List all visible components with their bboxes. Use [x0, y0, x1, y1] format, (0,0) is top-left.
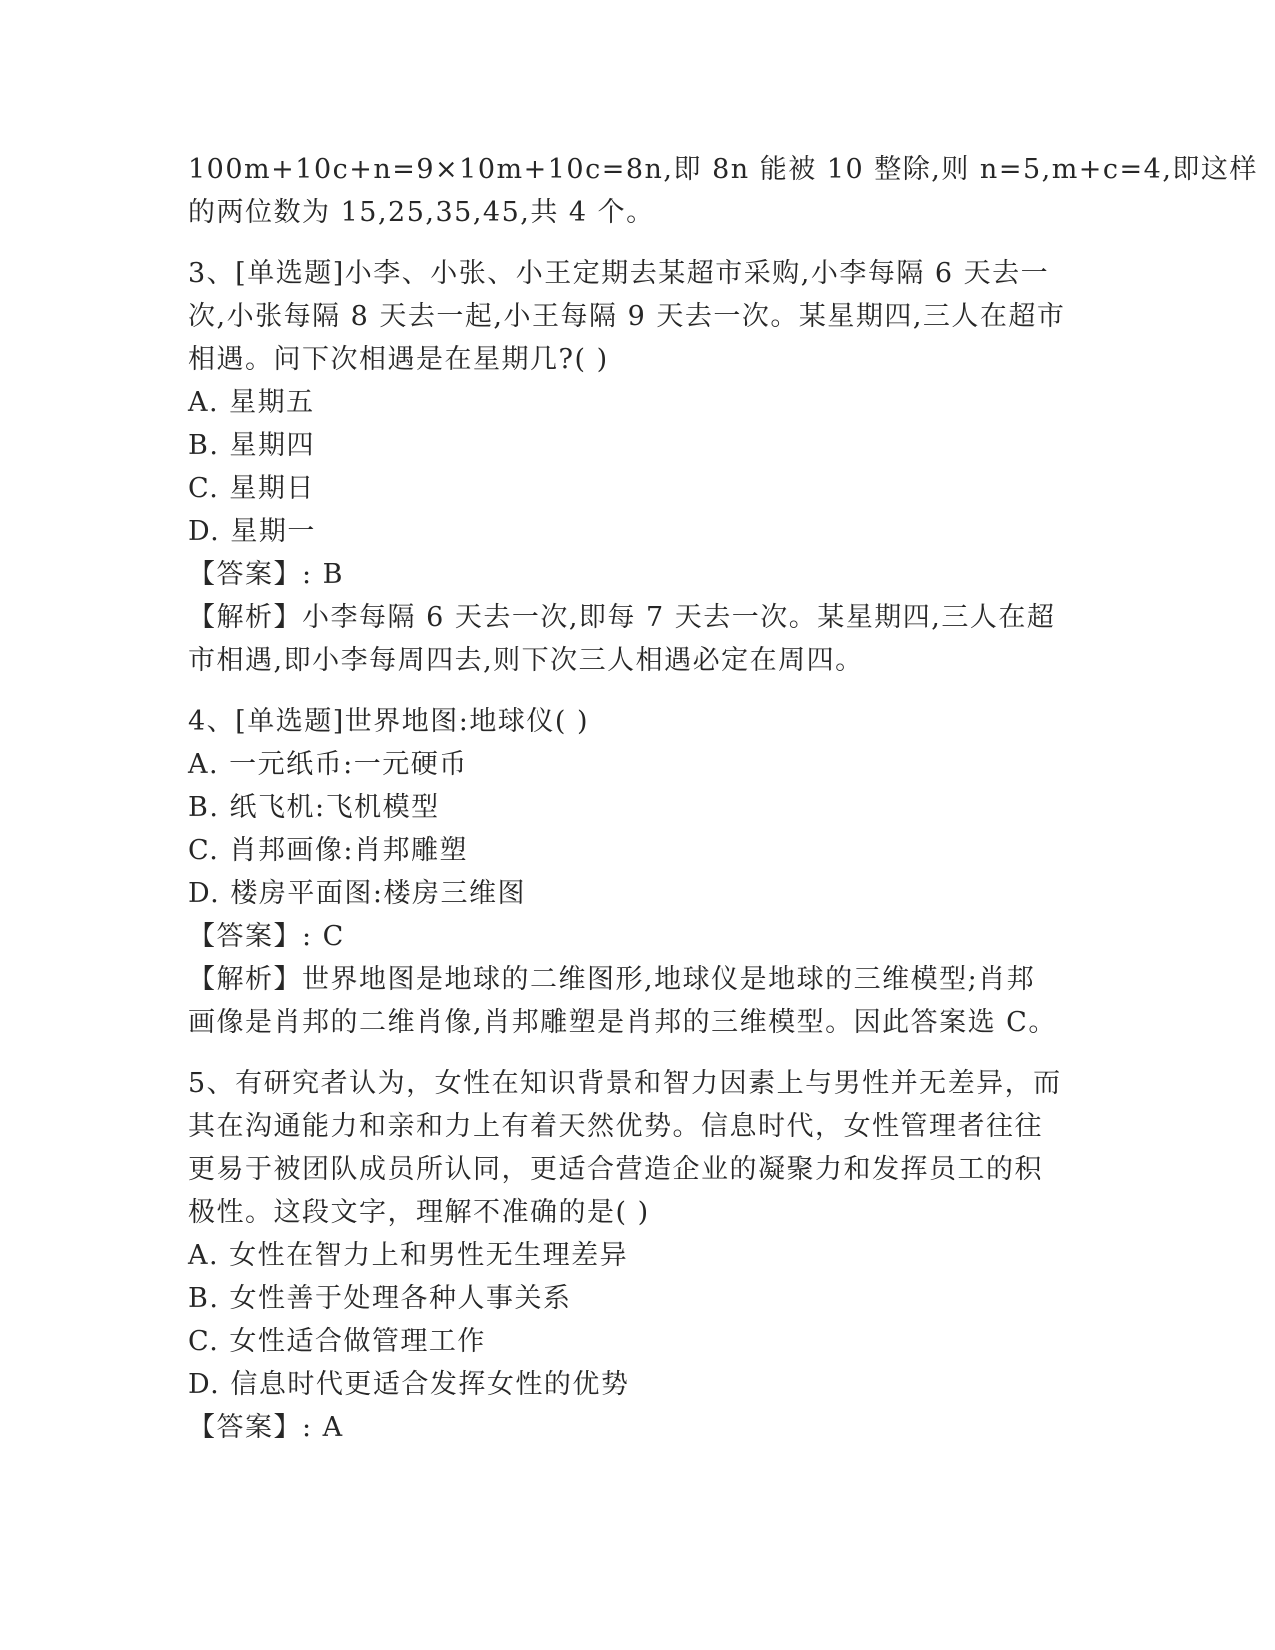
- answer-line: 【答案】: B: [188, 559, 345, 590]
- option-a: A. 女性在智力上和男性无生理差异: [188, 1240, 629, 1271]
- option-b: B. 纸飞机:飞机模型: [188, 792, 440, 823]
- intro-line: 的两位数为 15,25,35,45,共 4 个。: [188, 197, 655, 228]
- option-d: D. 信息时代更适合发挥女性的优势: [188, 1369, 630, 1400]
- question-stem-line: 其在沟通能力和亲和力上有着天然优势。信息时代，女性管理者往往: [188, 1111, 1043, 1142]
- question-stem-line: 更易于被团队成员所认同，更适合营造企业的凝聚力和发挥员工的积: [188, 1154, 1043, 1185]
- option-a: A. 一元纸币:一元硬币: [188, 749, 468, 780]
- question-stem-line: 极性。这段文字，理解不准确的是( ): [188, 1197, 650, 1228]
- question-stem-line: 3、[单选题]小李、小张、小王定期去某超市采购,小李每隔 6 天去一: [188, 258, 1050, 289]
- option-c: C. 肖邦画像:肖邦雕塑: [188, 835, 468, 866]
- intro-paragraph: [188, 148, 1258, 234]
- option-b: B. 女性善于处理各种人事关系: [188, 1283, 572, 1314]
- answer-line: 【答案】: A: [188, 1412, 344, 1443]
- answer-line: 【答案】: C: [188, 921, 345, 952]
- question-stem-line: 相遇。问下次相遇是在星期几?( ): [188, 344, 609, 375]
- question-stem-line: 4、[单选题]世界地图:地球仪( ): [188, 706, 589, 737]
- question-3: [188, 252, 1088, 682]
- option-b: B. 星期四: [188, 430, 316, 461]
- option-c: C. 女性适合做管理工作: [188, 1326, 486, 1357]
- question-4: [188, 700, 1088, 1044]
- option-d: D. 星期一: [188, 516, 316, 547]
- option-c: C. 星期日: [188, 473, 315, 504]
- question-stem-line: 次,小张每隔 8 天去一起,小王每隔 9 天去一次。某星期四,三人在超市: [188, 301, 1066, 332]
- question-5: [188, 1062, 1088, 1449]
- option-d: D. 楼房平面图:楼房三维图: [188, 878, 526, 909]
- intro-line: 100m+10c+n=9×10m+10c=8n,即 8n 能被 10 整除,则 n=5,m+c=4,即这样: [188, 154, 1258, 185]
- analysis-line: 画像是肖邦的二维肖像,肖邦雕塑是肖邦的三维模型。因此答案选 C。: [188, 1007, 1057, 1038]
- option-a: A. 星期五: [188, 387, 315, 418]
- analysis-line: 【解析】世界地图是地球的二维图形,地球仪是地球的三维模型;肖邦: [188, 964, 1036, 995]
- analysis-line: 市相遇,即小李每周四去,则下次三人相遇必定在周四。: [188, 645, 864, 676]
- question-stem-line: 5、有研究者认为，女性在知识背景和智力因素上与男性并无差异，而: [188, 1068, 1062, 1099]
- analysis-line: 【解析】小李每隔 6 天去一次,即每 7 天去一次。某星期四,三人在超: [188, 602, 1056, 633]
- document-page: [188, 148, 1258, 1449]
